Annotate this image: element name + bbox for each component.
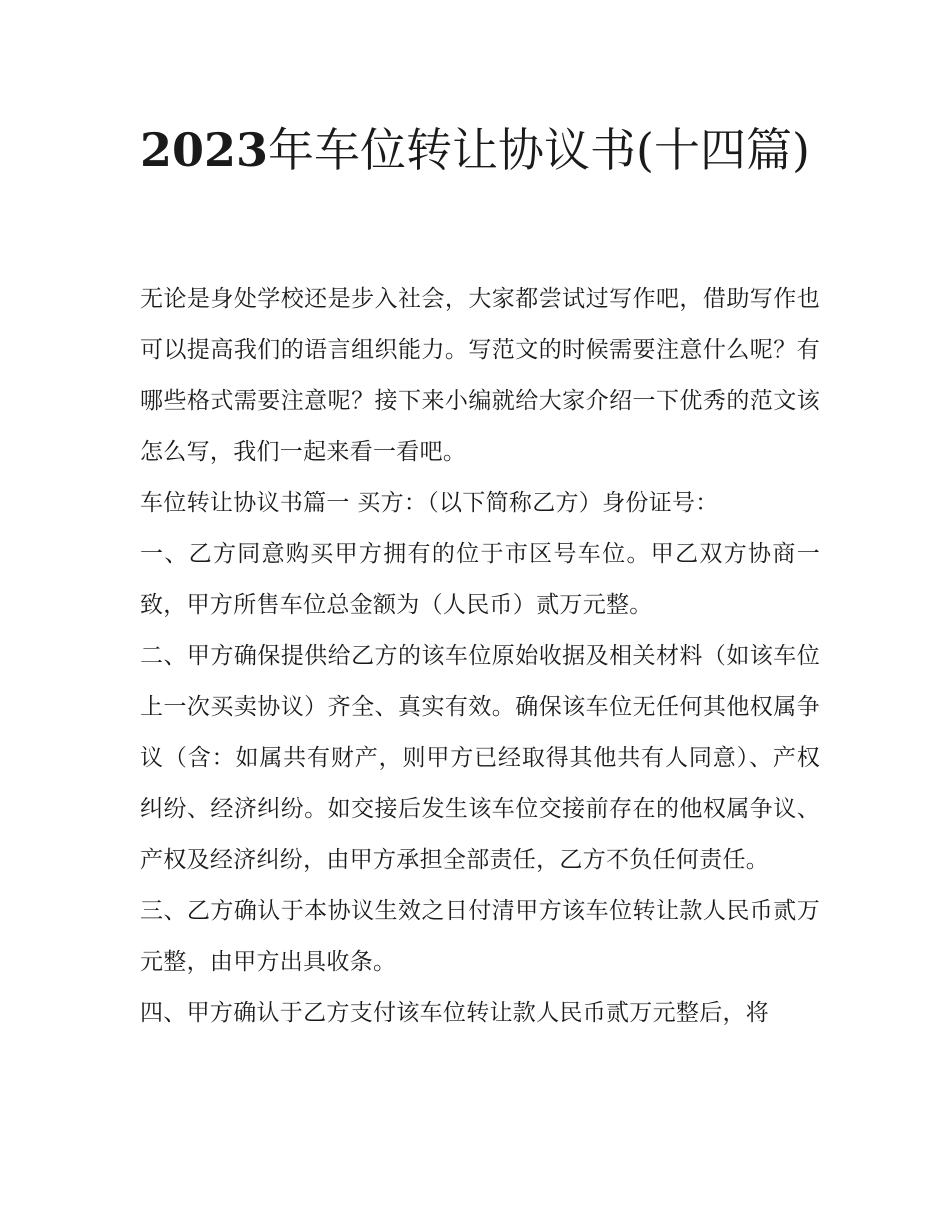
paragraph-heading-part1: 车位转让协议书篇一 买方：（以下简称乙方）身份证号： bbox=[140, 490, 719, 516]
paragraph-intro: 无论是身处学校还是步入社会，大家都尝试过写作吧，借助写作也可以提高我们的语言组织能力。写范文的时候需要注意什么呢？有哪些格式需要注意呢？接下来小编就给大家介绍一下优秀的范文该怎么写，我们一起来看一看吧。 bbox=[140, 286, 820, 465]
document-title bbox=[140, 112, 820, 188]
paragraph-clause-2: 二、甲方确保提供给乙方的该车位原始收据及相关材料（如该车位上一次买卖协议）齐全、真实有效。确保该车位无任何其他权属争议（含：如属共有财产，则甲方已经取得其他共有人同意）、产权纠纷、经济纠纷。如交接后发生该车位交接前存在的他权属争议、产权及经济纠纷，由甲方承担全部责任，乙方不负任何责任。 bbox=[140, 643, 820, 873]
paragraph-clause-4: 四、甲方确认于乙方支付该车位转让款人民币贰万元整后，将 bbox=[140, 1000, 770, 1026]
paragraph-clause-1: 一、乙方同意购买甲方拥有的位于市区号车位。甲乙双方协商一致，甲方所售车位总金额为（人民币）贰万元整。 bbox=[140, 541, 820, 618]
title-text: 年车位转让协议书(十四篇) bbox=[268, 123, 810, 177]
document-body bbox=[140, 274, 820, 1039]
paragraph-clause-3: 三、乙方确认于本协议生效之日付清甲方该车位转让款人民币贰万元整，由甲方出具收条。 bbox=[140, 898, 820, 975]
title-year: 2023 bbox=[140, 123, 269, 177]
